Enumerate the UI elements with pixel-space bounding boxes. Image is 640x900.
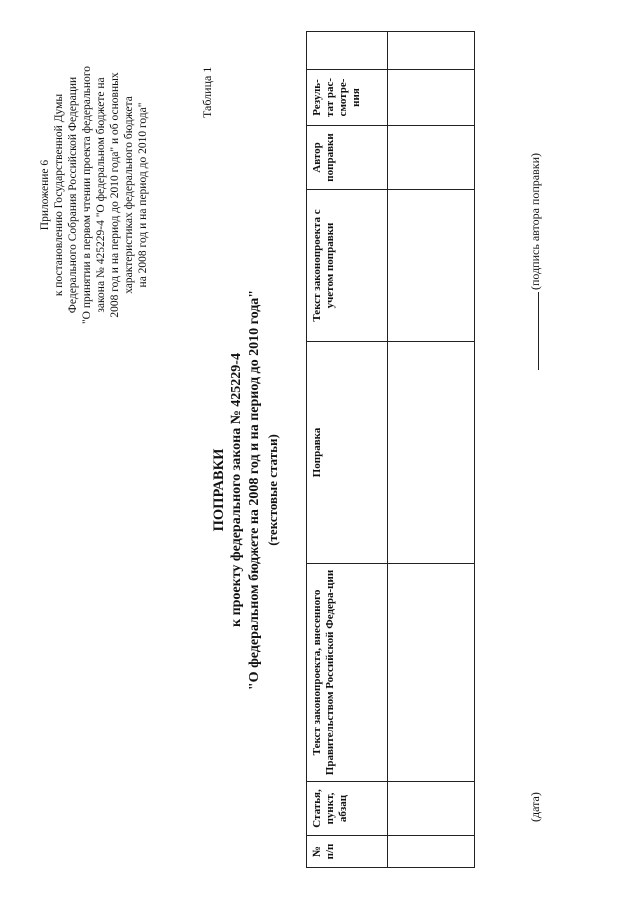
table-cell	[388, 782, 475, 836]
appendix-line: 2008 год и на период до 2010 года" и об основных	[109, 72, 121, 318]
date-label: (дата)	[528, 792, 542, 822]
table-cell	[388, 32, 475, 70]
title-line-1: ПОПРАВКИ	[211, 448, 227, 532]
signature-line	[538, 292, 539, 370]
title-line-3: "О федеральном бюджете на 2008 год и на период до 2010 года"	[247, 289, 262, 691]
header-article: Статья, пункт, абзац	[307, 782, 388, 836]
header-result: Резуль-тат рас-смотре-ния	[307, 70, 388, 126]
table-cell	[388, 190, 475, 342]
title-line-2: к проекту федерального закона № 425229-4	[229, 353, 244, 627]
table-cell	[388, 564, 475, 782]
appendix-line: Федерального Собрания Российской Федерации	[67, 76, 79, 314]
header-number: № п/п	[307, 836, 388, 868]
appendix-line: Приложение 6	[39, 159, 51, 231]
header-amendment: Поправка	[307, 342, 388, 564]
appendix-line: "О принятии в первом чтении проекта федерального	[81, 65, 93, 325]
appendix-line: характеристиках федерального бюджета	[123, 96, 135, 294]
appendix-line: на 2008 год и на период до 2010 года"	[137, 102, 149, 288]
table-cell	[388, 126, 475, 190]
table-label: Таблица 1	[200, 66, 214, 118]
appendix-line: закона № 425229-4 "О федеральном бюджете на	[95, 77, 107, 313]
signature-label: (подпись автора поправки)	[528, 152, 542, 290]
header-original-text: Текст законопроекта, внесенного Правительством Российской Федера-ции	[307, 564, 388, 782]
header-author: Автор поправки	[307, 126, 388, 190]
header-amended-text: Текст законопроекта с учетом поправки	[307, 190, 388, 342]
table-row	[388, 32, 475, 868]
amendments-table	[306, 31, 475, 868]
table-cell	[388, 836, 475, 868]
document-title	[210, 250, 281, 730]
table-header-row	[307, 32, 388, 868]
title-line-4: (текстовые статьи)	[265, 434, 280, 546]
appendix-line: к постановлению Государственной Думы	[53, 93, 65, 297]
table-cell	[388, 342, 475, 564]
header-extra	[307, 32, 388, 70]
appendix-header	[38, 30, 150, 360]
table-cell	[388, 70, 475, 126]
